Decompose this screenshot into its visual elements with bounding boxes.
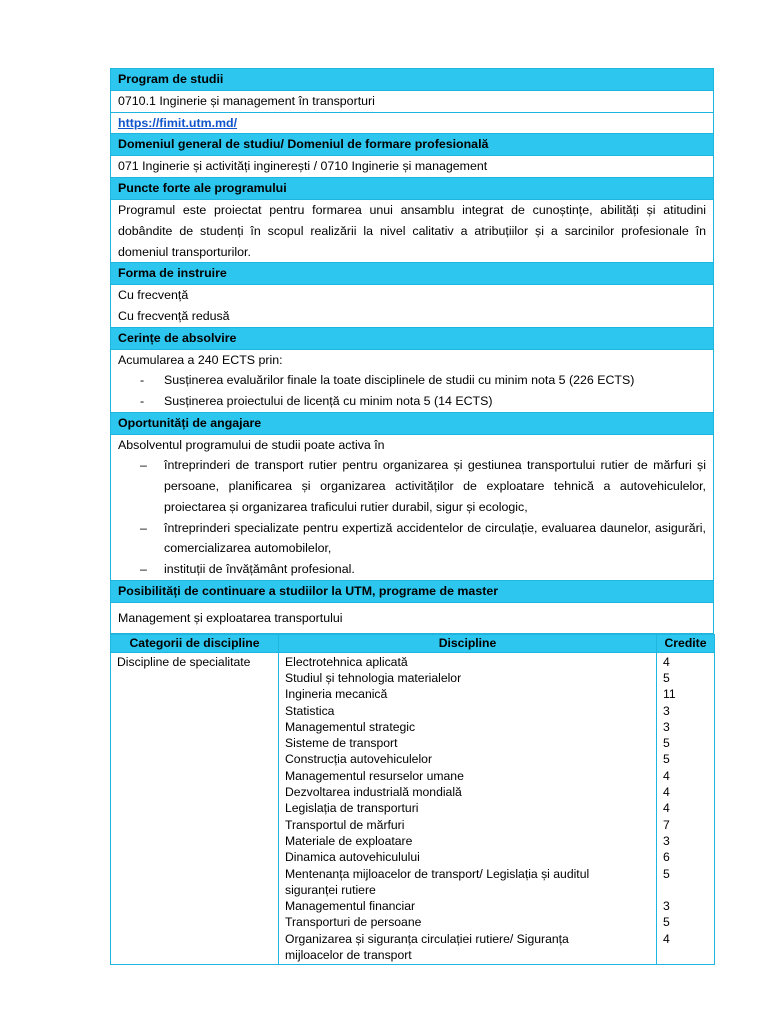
discipline-name: Managementul financiar xyxy=(285,899,416,914)
discipline-name: Electrotehnica aplicată xyxy=(285,654,408,669)
program-name xyxy=(111,91,713,113)
domain-header: Domeniul general de studiu/ Domeniul de formare profesională xyxy=(111,134,713,156)
discipline-name: Legislația de transporturi xyxy=(285,801,419,816)
master-body xyxy=(111,603,713,634)
graduation-item: - Susținerea proiectului de licență cu minim nota 5 (14 ECTS) xyxy=(140,394,493,409)
strengths-header: Puncte forte ale programului xyxy=(111,178,713,200)
table-row xyxy=(111,652,715,965)
employment-header: Oportunități de angajare xyxy=(111,413,713,435)
program-name-text: 0710.1 Inginerie și management în transporturi xyxy=(118,94,375,108)
strengths-text: Programul este proiectat pentru formarea unui ansamblu integrat de cunoștințe, abilități și atitudini dobândite de studenți în scopul realizării la nivel calitativ a atribuțiilor și a sarcinilor profesionale în domeniul transporturilor. xyxy=(118,203,706,259)
training-item: Cu frecvență xyxy=(118,288,189,303)
discipline-cell xyxy=(279,652,657,965)
discipline-name: Studiul și tehnologia materialelor xyxy=(285,670,462,685)
discipline-credits: 3 xyxy=(663,703,670,718)
disciplines-header-row xyxy=(111,634,715,652)
discipline-credits: 3 xyxy=(663,899,670,914)
training-body xyxy=(111,285,713,327)
employment-list xyxy=(118,455,706,579)
graduation-body xyxy=(111,350,713,413)
col-category: Categorii de discipline xyxy=(111,634,279,652)
discipline-credits: 4 xyxy=(663,801,670,816)
employment-item: – întreprinderi specializate pentru expertiză accidentelor de circulație, evaluarea daunelor, asigurări, comercializarea automobilelor, xyxy=(140,520,706,556)
discipline-name-cont: mijloacelor de transport xyxy=(285,948,412,962)
discipline-name: Transporturi de persoane xyxy=(285,915,422,930)
graduation-intro: Acumularea a 240 ECTS prin: xyxy=(118,352,283,367)
col-credits: Credite xyxy=(657,634,715,652)
graduation-item: - Susținerea evaluărilor finale la toate disciplinele de studii cu minim nota 5 (226 ECTS) xyxy=(140,373,635,388)
program-link-row xyxy=(111,113,713,135)
master-value: Management și exploatarea transportului xyxy=(118,610,343,625)
discipline-name: Dezvoltarea industrială mondială xyxy=(285,785,462,800)
discipline-name: Managementul strategic xyxy=(285,719,416,734)
discipline-credits: 5 xyxy=(663,736,670,751)
discipline-name: Managementul resurselor umane xyxy=(285,768,464,783)
graduation-list xyxy=(118,370,706,411)
strengths-body xyxy=(111,200,713,263)
col-discipline: Discipline xyxy=(279,634,657,652)
disciplines-table xyxy=(110,634,715,966)
employment-intro: Absolventul programului de studii poate activa în xyxy=(118,437,385,452)
discipline-name: Dinamica autovehiculului xyxy=(285,850,420,865)
discipline-credits: 11 xyxy=(663,687,676,702)
credits-cell xyxy=(657,652,715,965)
domain-value-text: 071 Inginerie și activități inginerești / 0710 Inginerie și management xyxy=(118,159,488,174)
discipline-credits: 3 xyxy=(663,833,670,848)
training-item: Cu frecvență redusă xyxy=(118,308,230,323)
master-header: Posibilități de continuare a studiilor la UTM, programe de master xyxy=(111,581,713,603)
discipline-credits: 5 xyxy=(663,752,670,767)
domain-value xyxy=(111,156,713,178)
discipline-name: Sisteme de transport xyxy=(285,736,398,751)
program-link[interactable]: https://fimit.utm.md/ xyxy=(118,115,238,130)
discipline-credits: 7 xyxy=(663,817,670,832)
graduation-header: Cerințe de absolvire xyxy=(111,328,713,350)
discipline-name-cont: siguranței rutiere xyxy=(285,882,376,897)
program-header: Program de studii xyxy=(111,69,713,91)
discipline-credits: 5 xyxy=(663,915,670,930)
discipline-name: Mentenanța mijloacelor de transport/ Legislația și auditul xyxy=(285,866,590,881)
discipline-credits: 3 xyxy=(663,719,670,734)
employment-body xyxy=(111,435,713,581)
discipline-credits: 4 xyxy=(663,768,670,783)
discipline-name: Transportul de mărfuri xyxy=(285,817,405,832)
discipline-credits: 6 xyxy=(663,850,670,865)
training-header: Forma de instruire xyxy=(111,263,713,285)
employment-item: – instituții de învățământ profesional. xyxy=(140,561,355,576)
discipline-name: Statistica xyxy=(285,703,335,718)
discipline-name: Materiale de exploatare xyxy=(285,833,413,848)
discipline-credits: 4 xyxy=(663,654,670,669)
study-program-sheet xyxy=(110,68,714,965)
discipline-credits: 4 xyxy=(663,931,670,946)
discipline-credits: 5 xyxy=(663,670,670,685)
discipline-credits: 5 xyxy=(663,866,670,881)
category-cell: Discipline de specialitate xyxy=(111,652,279,965)
discipline-credits: 4 xyxy=(663,785,670,800)
discipline-name: Organizarea și siguranța circulației rutiere/ Siguranța xyxy=(285,931,569,946)
employment-item: – întreprinderi de transport rutier pentru organizarea și gestiunea transportului rutier de mărfuri și persoane, planificarea și organizarea activităților de exploatare tehnică a autovehiculelor, proiectarea și organizarea traficului rutier durabil, sigur și ecologic, xyxy=(140,458,706,514)
discipline-name: Ingineria mecanică xyxy=(285,687,388,702)
program-section xyxy=(110,68,714,634)
discipline-name: Construcția autovehiculelor xyxy=(285,752,433,767)
